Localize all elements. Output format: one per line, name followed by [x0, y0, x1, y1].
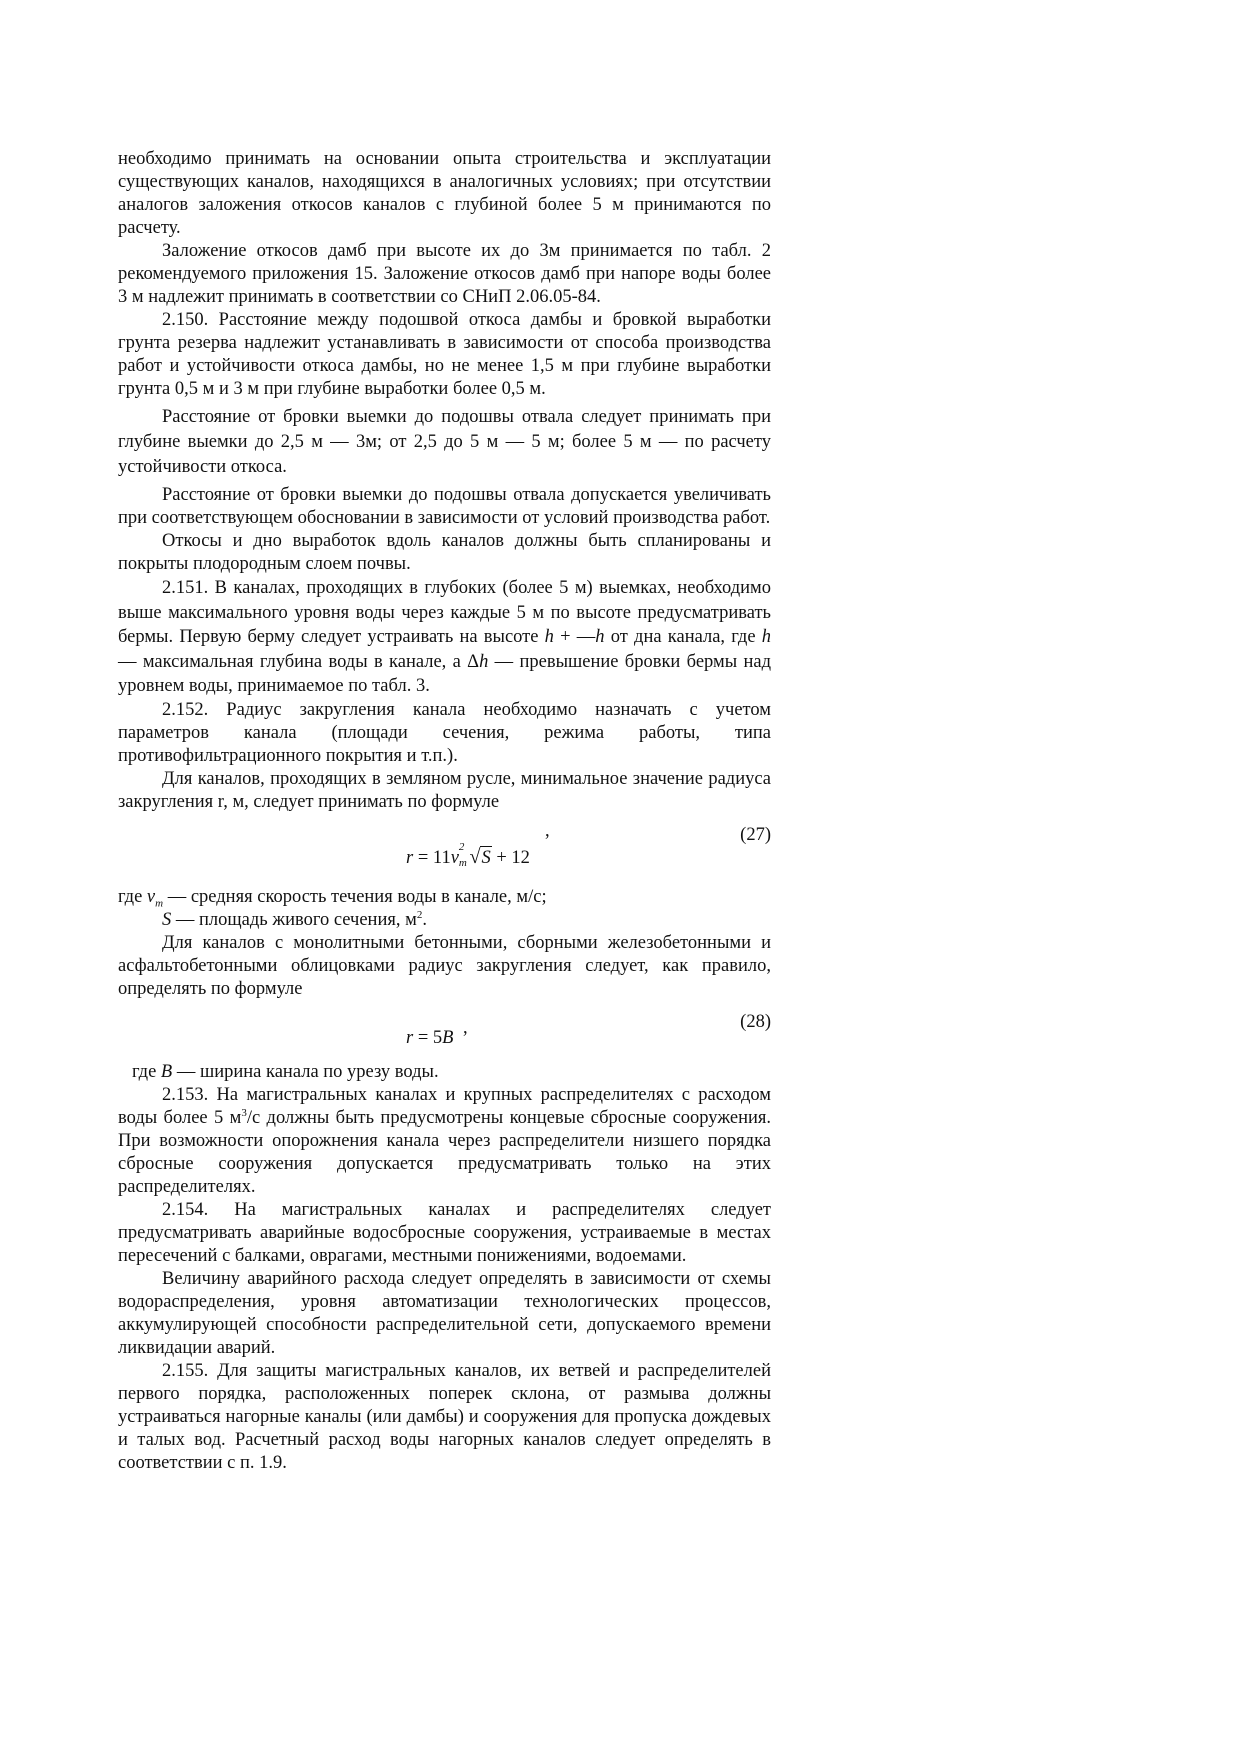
formula-28-r: r [406, 1027, 414, 1048]
p151-h2: h [595, 627, 605, 647]
sqrt-symbol: √S [469, 845, 491, 868]
where-vm-v: v [146, 886, 156, 907]
formula-28-body [406, 1027, 453, 1050]
formula-28-eq: = 5 [413, 1027, 443, 1048]
where-S-text: — площадь живого сечения, м [171, 909, 417, 930]
formula-27-body: r = 11v 2 m √S + 12 [406, 840, 530, 869]
document-page [118, 148, 771, 1475]
where-vm [118, 886, 771, 909]
formula-27-eq: = 11 [413, 847, 451, 868]
paragraph-earth-channels: Для каналов, проходящих в земляном русле, минимальное значение радиуса закругления r, м, следует принимать по формуле [118, 768, 771, 812]
p151-text-d: — превышение бровки бермы над уровнем воды, принимаемое по табл. 3. [118, 651, 771, 696]
formula-27-v: v [450, 847, 459, 868]
where-vm-text: — средняя скорость течения воды в канале, м/с; [163, 886, 547, 907]
p151-text-a: 2.151. В каналах, проходящих в глубоких (более 5 м) выемках, необходимо выше максимального уровня воды через каждые 5 м по высоте предусматривать бермы. Первую берму следует устраивать на высоте [118, 578, 771, 647]
formula-27-tail: + 12 [491, 847, 530, 868]
where-S-exp: 2 [416, 908, 423, 921]
where-vm-pre: где [118, 886, 147, 907]
formula-28-B: B [442, 1027, 454, 1048]
paragraph-2-155: 2.155. Для защиты магистральных каналов, их ветвей и распределителей первого порядка, расположенных поперек склона, от размыва должны устраиваться нагорные каналы (или дамбы) и сооружения для пропуска дождевых и талых вод. Расчетный расход воды нагорных каналов следует определять в соответствии с п. 1.9. [118, 1360, 771, 1473]
where-S-end: . [422, 909, 427, 930]
paragraph-2-152: 2.152. Радиус закругления канала необходимо назначать с учетом параметров канала (площади сечения, режима работы, типа противофильтрационного покрытия и т.п.). [118, 699, 771, 766]
p151-plus: + — [553, 627, 596, 647]
paragraph-slopes-continued: необходимо принимать на основании опыта строительства и эксплуатации существующих каналов, находящихся в аналогичных условиях; при отсутствии аналогов заложения откосов каналов с глубиной более 5 м принимаются по расчету. [118, 149, 771, 238]
formula-27-number: (27) [740, 824, 771, 845]
paragraph-dump-increase: Расстояние от бровки выемки до подошвы отвала допускается увеличивать при соответствующем обосновании в зависимости от условий производства работ. [118, 485, 771, 528]
where-S-symbol: S [162, 909, 172, 930]
formula-27-S: S [481, 847, 491, 868]
p153-rest: /с должны быть предусмотрены концевые сбросные сооружения. При возможности опорожнения канала через распределители низшего порядка сбросные сооружения допускается предусматривать только на этих распределителях. [118, 1107, 771, 1197]
paragraph-2-150: 2.150. Расстояние между подошвой откоса дамбы и бровкой выработки грунта резерва надлежит устанавливать в зависимости от способа производства работ и устойчивости откоса дамбы, но не менее 1,5 м при глубине выработки грунта 0,5 м и 3 м при глубине выработки более 0,5 м. [118, 310, 771, 399]
where-B-pre: где [132, 1061, 161, 1082]
formula-28-number: (28) [740, 1011, 771, 1032]
p151-h4: h [479, 651, 489, 672]
p151-h1: h [544, 627, 554, 647]
p153-text: 2.153. На магистральных каналах и крупных распределителях с расходом воды более 5 м [118, 1084, 771, 1128]
formula-27-comma: , [545, 820, 550, 841]
formula-27 [118, 820, 771, 886]
paragraph-dam-slopes: Заложение откосов дамб при высоте их до 3м принимается по табл. 2 рекомендуемого приложения 15. Заложение откосов дамб при напоре воды более 3 м надлежит принимать в соответствии со СНиП 2.06.05-84. [118, 241, 771, 307]
paragraph-concrete-lining: Для каналов с монолитными бетонными, сборными железобетонными и асфальтобетонными облицовками радиус закругления следует, как правило, определять по формуле [118, 932, 771, 999]
formula-28 [118, 1007, 771, 1057]
paragraph-2-154: 2.154. На магистральных каналах и распределителях следует предусматривать аварийные водосбросные сооружения, устраиваемые в местах пересечений с балками, оврагами, местными понижениями, водоемами. [118, 1199, 771, 1266]
p151-text-c: — максимальная глубина воды в канале, а Δ [118, 651, 480, 672]
formula-28-comma: , [463, 1017, 468, 1038]
where-S [118, 909, 771, 932]
p153-exp: 3 [241, 1106, 247, 1119]
where-B-text: — ширина канала по урезу воды. [172, 1061, 439, 1082]
where-B [118, 1061, 771, 1084]
formula-27-r: r [406, 847, 414, 868]
p151-h3: h [761, 627, 771, 647]
where-B-symbol: B [160, 1061, 173, 1082]
p151-text-b: от дна канала, где [604, 627, 762, 647]
paragraph-2-153 [118, 1084, 771, 1199]
paragraph-2-151 [118, 576, 771, 699]
where-vm-sub: m [155, 897, 164, 910]
paragraph-slopes-planning: Откосы и дно выработок вдоль каналов должны быть спланированы и покрыты плодородным слоем почвы. [118, 531, 771, 574]
paragraph-dump-distance: Расстояние от бровки выемки до подошвы отвала следует принимать при глубине выемки до 2,5 м — 3м; от 2,5 до 5 м — 5 м; более 5 м — по расчету устойчивости откоса. [118, 407, 771, 477]
paragraph-emergency-flow: Величину аварийного расхода следует определять в зависимости от схемы водораспределения, уровня автоматизации технологических процессов, аккумулирующей способности распределительной сети, допускаемого времени ликвидации аварий. [118, 1268, 771, 1358]
